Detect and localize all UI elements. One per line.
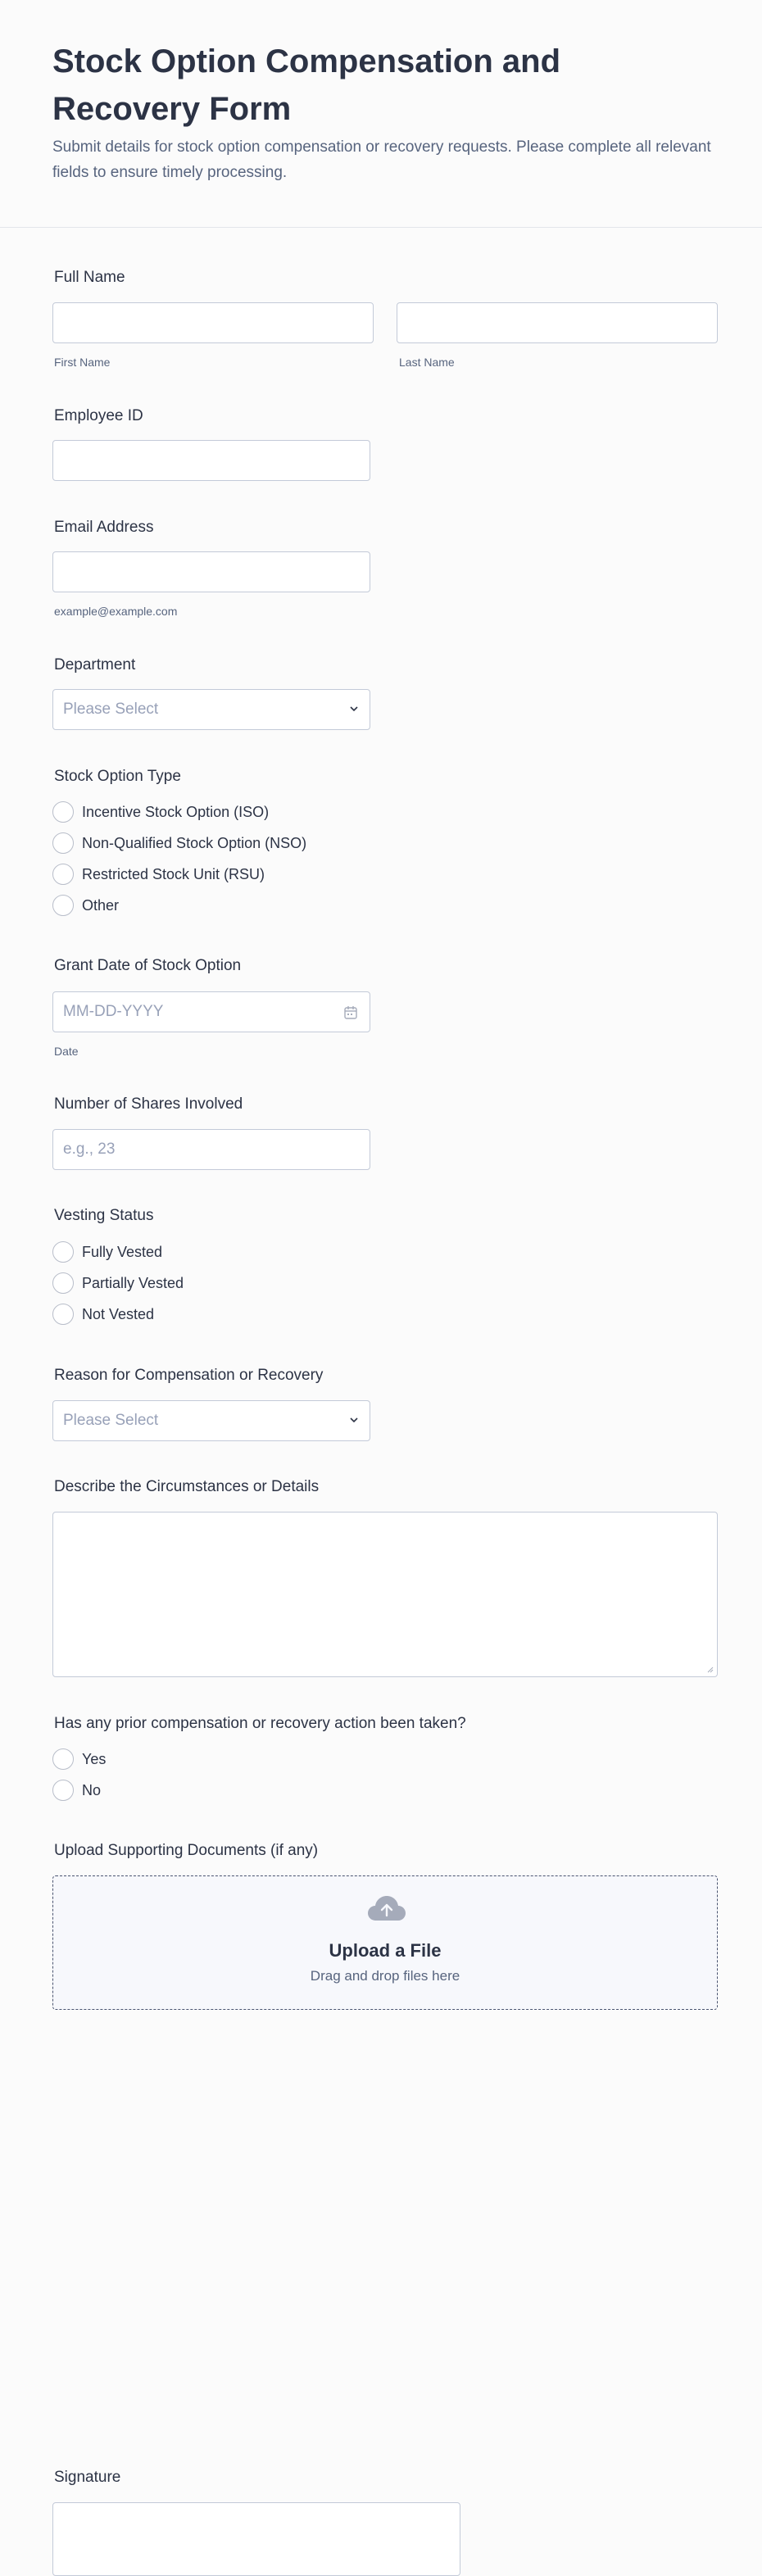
radio-button[interactable]	[52, 1304, 74, 1325]
radio-label: No	[82, 1782, 102, 1798]
resize-handle-icon[interactable]	[707, 1667, 714, 1673]
radio-button[interactable]	[52, 832, 74, 854]
first-name-sublabel: First Name	[54, 356, 111, 369]
radio-label: Not Vested	[82, 1306, 155, 1322]
department-select[interactable]	[52, 689, 370, 730]
last-name-input[interactable]	[397, 302, 718, 343]
form-subtitle: Submit details for stock option compensation or recovery requests. Please complete all relevant fields to ensure timely processing.	[52, 138, 711, 181]
stock-option-type-label: Stock Option Type	[54, 768, 181, 785]
department-label: Department	[54, 656, 136, 673]
vesting-status-label: Vesting Status	[54, 1207, 154, 1224]
radio-button[interactable]	[52, 1272, 74, 1294]
first-name-input[interactable]	[52, 302, 374, 343]
radio-label: Yes	[82, 1751, 107, 1767]
details-textarea[interactable]	[52, 1512, 718, 1677]
email-label: Email Address	[54, 519, 154, 536]
upload-subtitle: Drag and drop files here	[310, 1968, 460, 1984]
grant-date-input[interactable]	[52, 991, 370, 1032]
radio-label: Incentive Stock Option (ISO)	[82, 804, 270, 820]
calendar-icon[interactable]	[343, 1005, 358, 1020]
radio-label: Partially Vested	[82, 1275, 184, 1291]
form-title: Stock Option Compensation and Recovery Form	[52, 43, 561, 127]
radio-label: Fully Vested	[82, 1244, 163, 1260]
email-sublabel: example@example.com	[54, 605, 178, 618]
radio-button[interactable]	[52, 801, 74, 823]
radio-button[interactable]	[52, 864, 74, 885]
radio-button[interactable]	[52, 895, 74, 916]
last-name-sublabel: Last Name	[399, 356, 455, 369]
department-placeholder: Please Select	[63, 701, 159, 718]
chevron-down-icon	[350, 705, 358, 713]
reason-label: Reason for Compensation or Recovery	[54, 1367, 324, 1384]
shares-label: Number of Shares Involved	[54, 1095, 243, 1113]
file-upload-dropzone[interactable]	[52, 1875, 718, 2010]
upload-title: Upload a File	[329, 1940, 442, 1961]
reason-placeholder: Please Select	[63, 1412, 159, 1429]
grant-date-sublabel: Date	[54, 1045, 79, 1058]
cloud-upload-icon	[366, 1894, 407, 1924]
full-name-label: Full Name	[54, 269, 125, 286]
employee-id-label: Employee ID	[54, 407, 143, 424]
radio-label: Non-Qualified Stock Option (NSO)	[82, 835, 307, 851]
prior-action-label: Has any prior compensation or recovery action been taken?	[54, 1715, 466, 1732]
radio-button[interactable]	[52, 1748, 74, 1770]
radio-button[interactable]	[52, 1780, 74, 1801]
radio-button[interactable]	[52, 1241, 74, 1263]
signature-pad[interactable]	[52, 2502, 460, 2576]
chevron-down-icon	[350, 1416, 358, 1424]
shares-placeholder: e.g., 23	[63, 1141, 116, 1158]
form-header	[0, 0, 762, 228]
reason-select[interactable]	[52, 1400, 370, 1441]
radio-label: Restricted Stock Unit (RSU)	[82, 866, 265, 882]
radio-label: Other	[82, 897, 120, 914]
upload-label: Upload Supporting Documents (if any)	[54, 1842, 319, 1859]
email-input[interactable]	[52, 551, 370, 592]
signature-label: Signature	[54, 2469, 121, 2486]
details-label: Describe the Circumstances or Details	[54, 1478, 320, 1495]
shares-input[interactable]	[52, 1129, 370, 1170]
grant-date-placeholder: MM-DD-YYYY	[63, 1003, 164, 1020]
employee-id-input[interactable]	[52, 440, 370, 481]
grant-date-label: Grant Date of Stock Option	[54, 957, 242, 974]
